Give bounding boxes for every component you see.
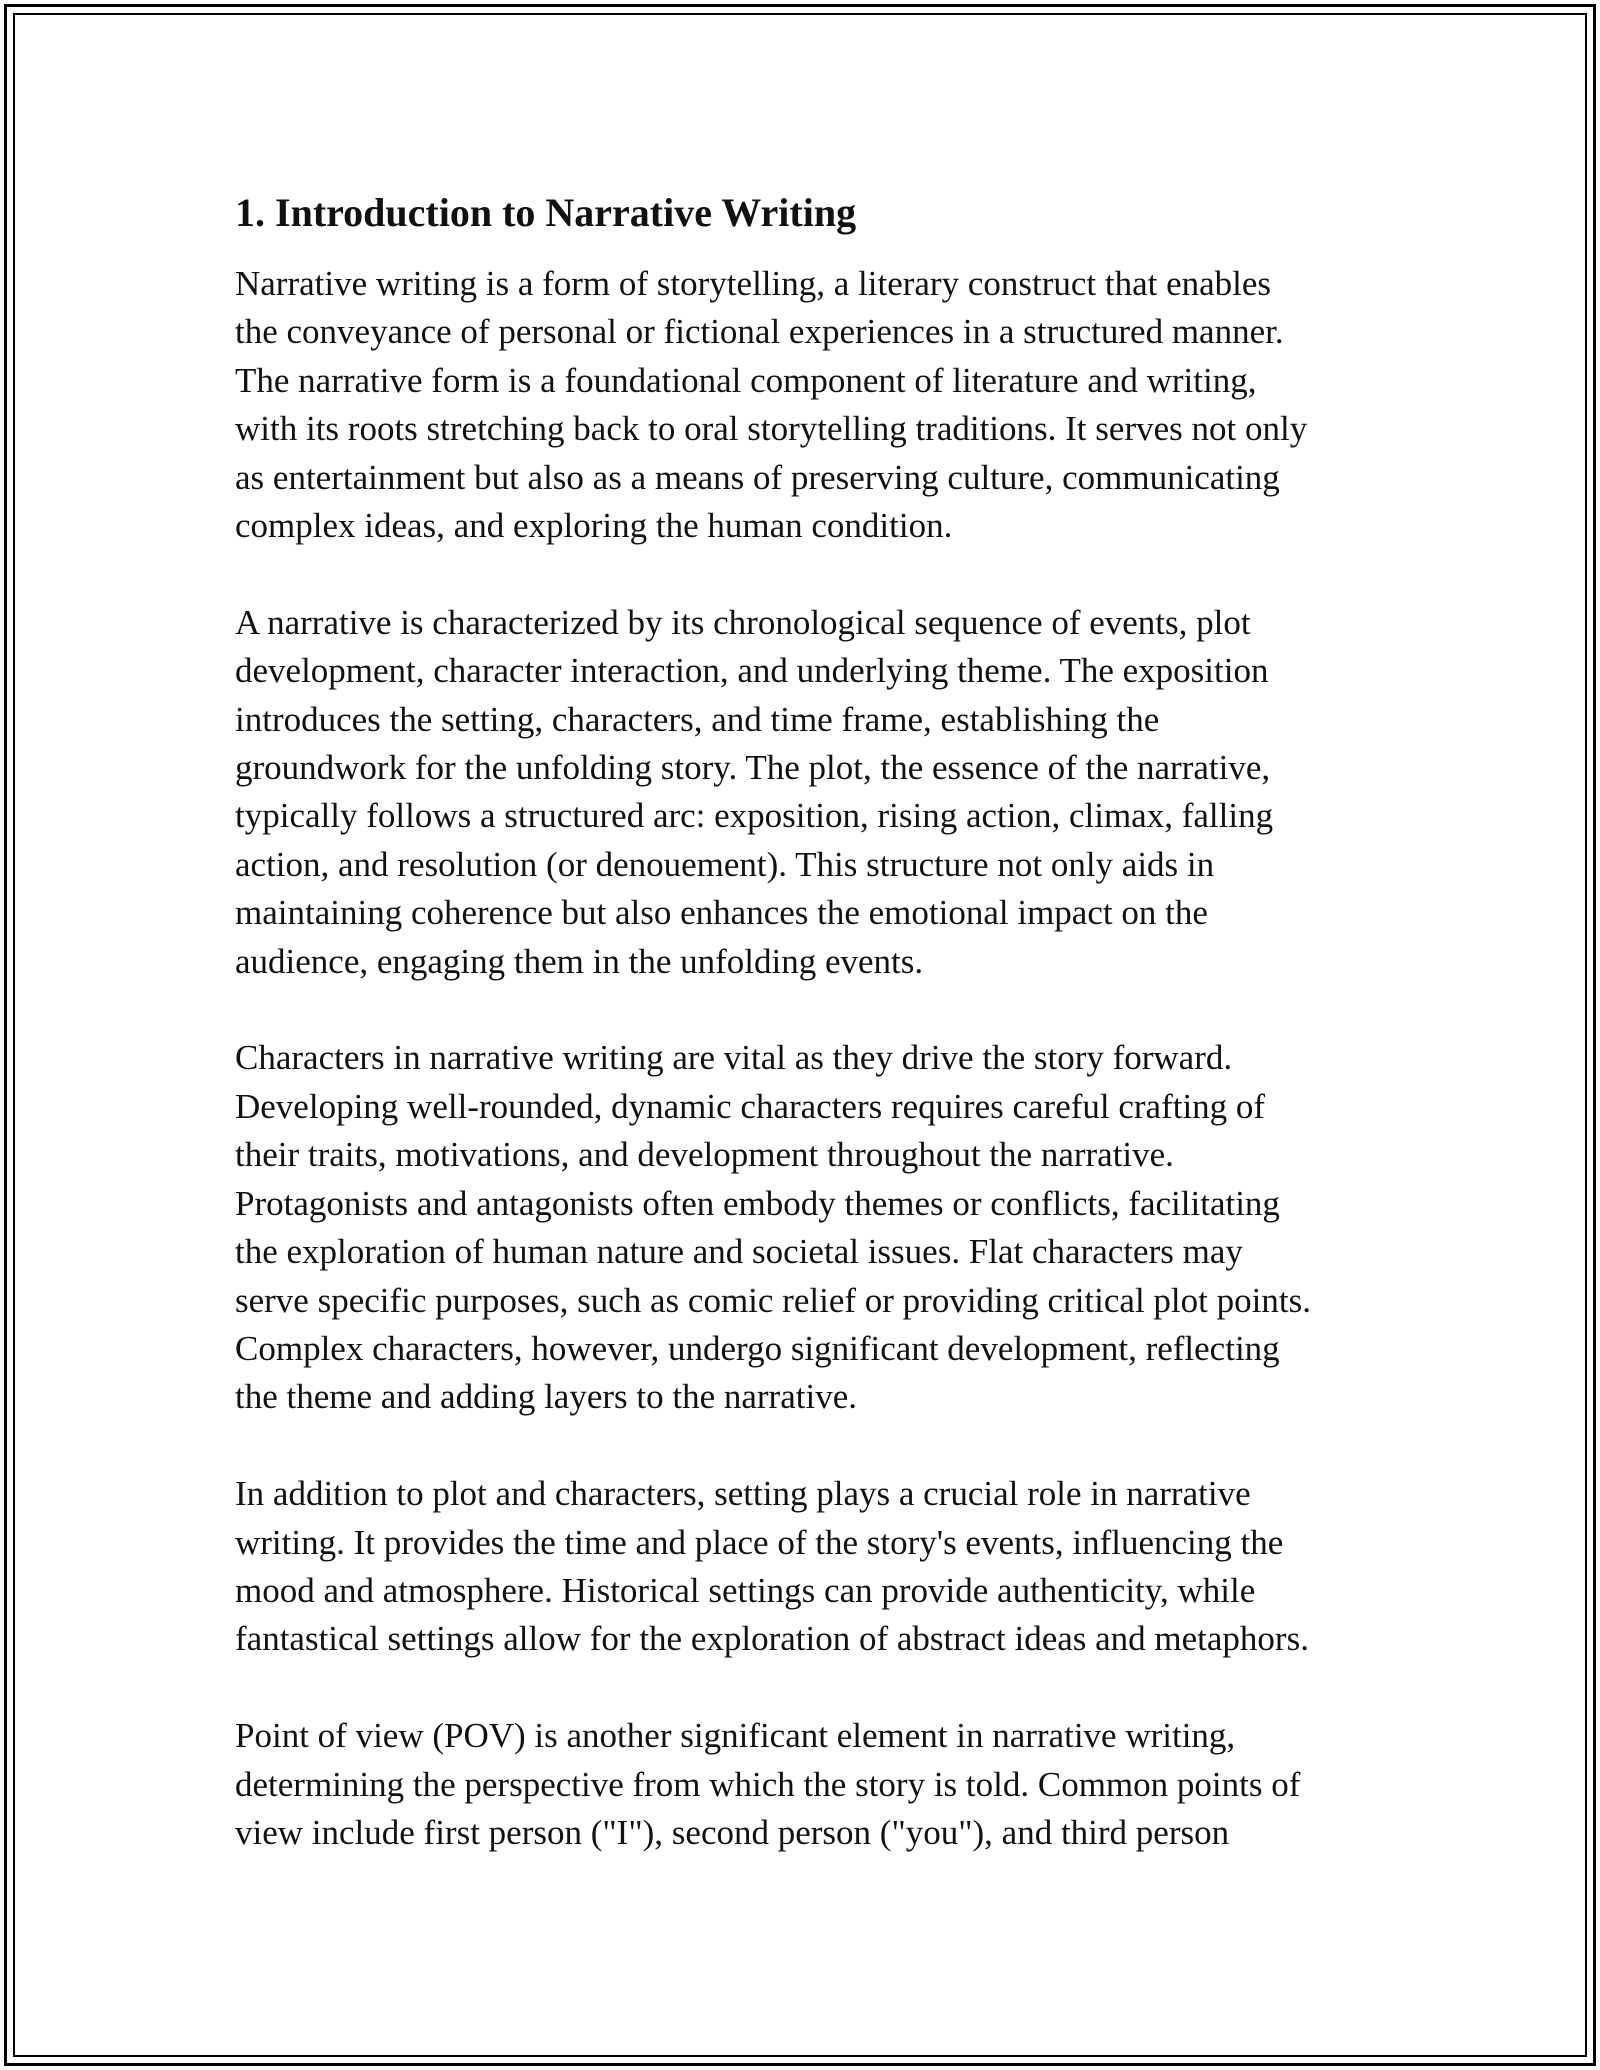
text-line: Protagonists and antagonists often embody themes or conflicts, facilitating	[235, 1183, 1280, 1223]
paragraph-setting	[235, 1470, 1385, 1664]
paragraph-introduction	[235, 260, 1385, 550]
paragraph-point-of-view	[235, 1712, 1385, 1857]
text-line: serve specific purposes, such as comic relief or providing critical plot points.	[235, 1280, 1311, 1320]
paragraph-narrative-structure	[235, 599, 1385, 986]
text-line: Narrative writing is a form of storytelling, a literary construct that enables	[235, 264, 1272, 303]
text-line: determining the perspective from which the story is told. Common points of	[235, 1764, 1301, 1804]
text-line: Developing well-rounded, dynamic characters requires careful crafting of	[235, 1086, 1266, 1126]
text-line: In addition to plot and characters, setting plays a crucial role in narrative	[235, 1474, 1251, 1514]
text-line: the theme and adding layers to the narrative.	[235, 1377, 857, 1417]
text-line: the conveyance of personal or fictional experiences in a structured manner.	[235, 312, 1284, 352]
text-line: action, and resolution (or denouement). This structure not only aids in	[235, 844, 1215, 884]
text-line: development, character interaction, and underlying theme. The exposition	[235, 651, 1269, 691]
section-heading: 1. Introduction to Narrative Writing	[235, 190, 857, 235]
paragraph-characters	[235, 1034, 1385, 1421]
text-line: groundwork for the unfolding story. The plot, the essence of the narrative,	[235, 748, 1271, 788]
text-line: mood and atmosphere. Historical settings can provide authenticity, while	[235, 1570, 1256, 1610]
text-line: Point of view (POV) is another significant element in narrative writing,	[235, 1716, 1236, 1756]
text-line: as entertainment but also as a means of preserving culture, communicating	[235, 457, 1280, 497]
text-line: view include first person ("I"), second person ("you"), and third person	[235, 1812, 1230, 1852]
text-line: fantastical settings allow for the exploration of abstract ideas and metaphors.	[235, 1619, 1309, 1659]
text-line: Complex characters, however, undergo significant development, reflecting	[235, 1328, 1280, 1368]
document-body	[235, 188, 1385, 1906]
text-line: with its roots stretching back to oral storytelling traditions. It serves not only	[235, 409, 1308, 449]
text-line: typically follows a structured arc: exposition, rising action, climax, falling	[235, 796, 1274, 836]
text-line: their traits, motivations, and development throughout the narrative.	[235, 1135, 1174, 1175]
text-line: introduces the setting, characters, and time frame, establishing the	[235, 699, 1160, 739]
text-line: complex ideas, and exploring the human condition.	[235, 506, 953, 546]
text-line: Characters in narrative writing are vital as they drive the story forward.	[235, 1038, 1233, 1078]
text-line: maintaining coherence but also enhances the emotional impact on the	[235, 893, 1208, 933]
text-line: the exploration of human nature and societal issues. Flat characters may	[235, 1232, 1243, 1272]
text-line: A narrative is characterized by its chronological sequence of events, plot	[235, 602, 1251, 642]
text-line: The narrative form is a foundational component of literature and writing,	[235, 360, 1257, 400]
text-line: audience, engaging them in the unfolding events.	[235, 941, 924, 981]
text-line: writing. It provides the time and place of the story's events, influencing the	[235, 1522, 1284, 1562]
